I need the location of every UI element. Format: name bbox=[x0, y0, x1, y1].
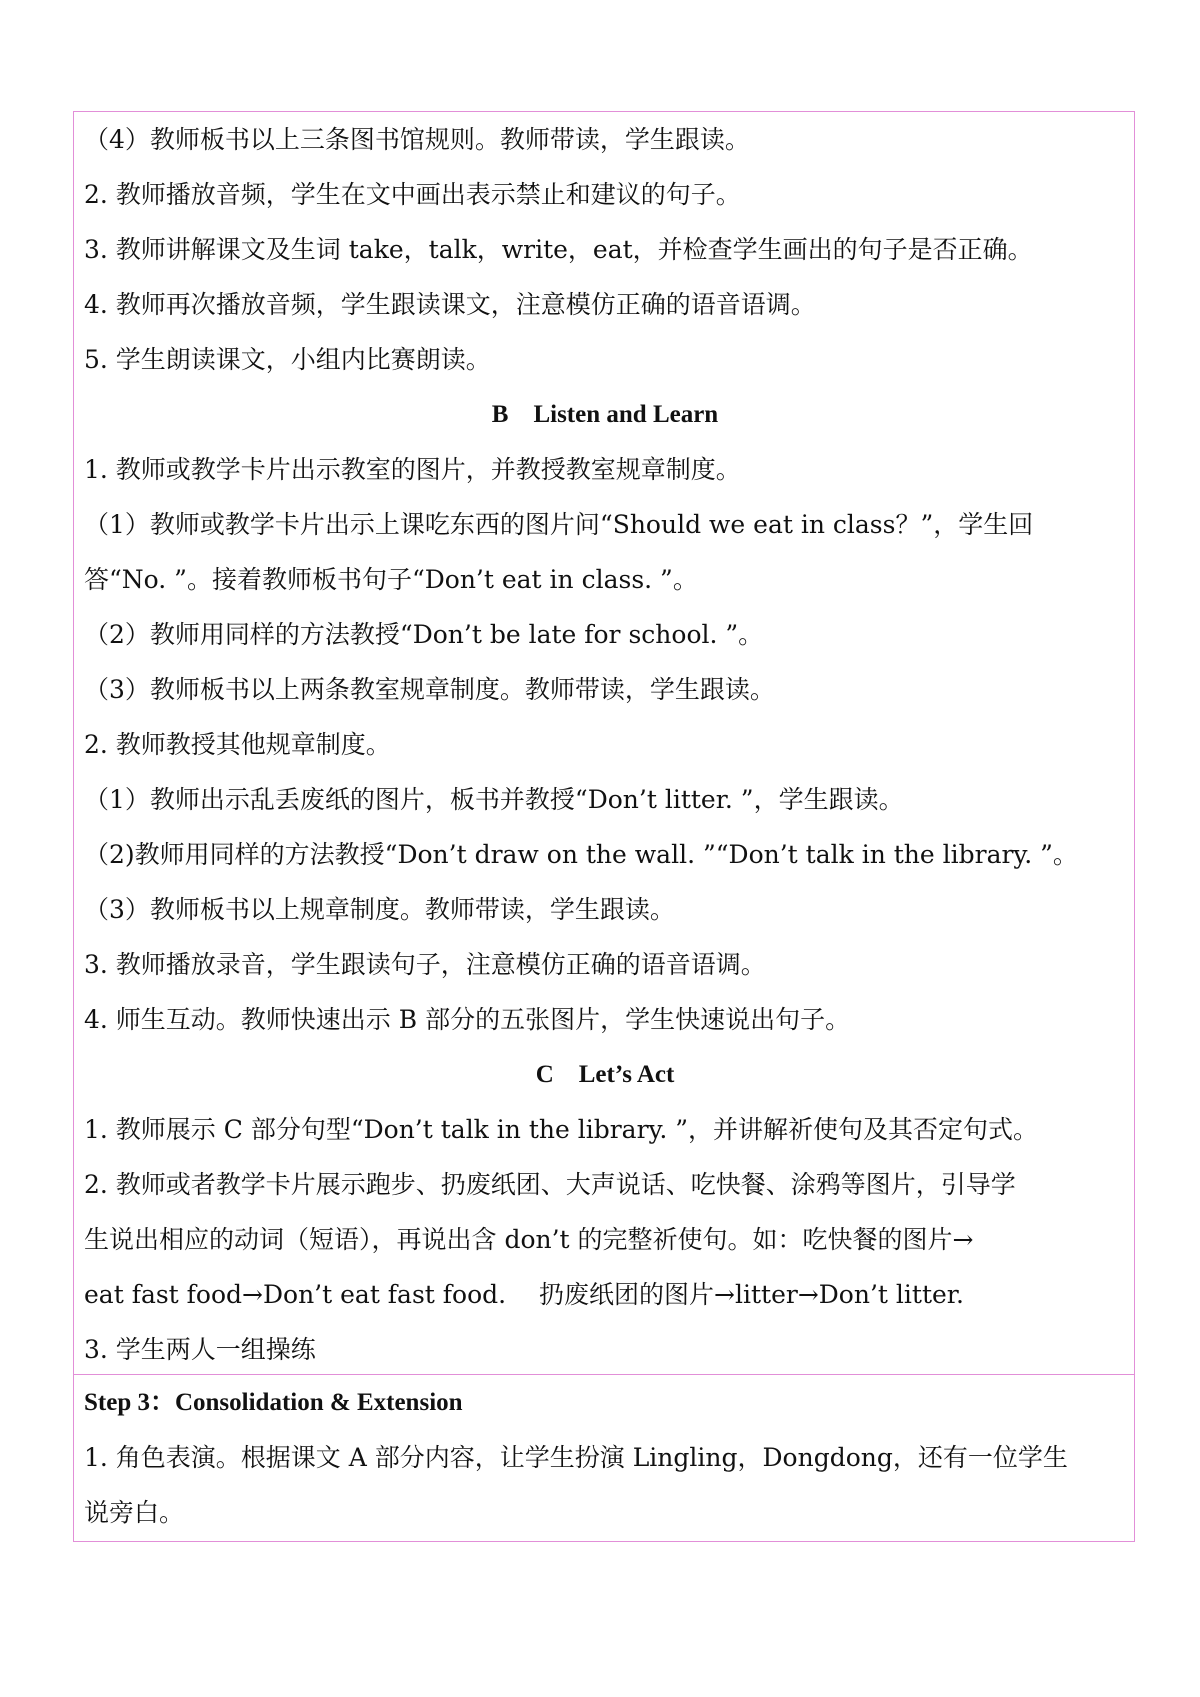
text-line: （4）教师板书以上三条图书馆规则。教师带读，学生跟读。 bbox=[84, 125, 750, 154]
text-line: 1. 教师或教学卡片出示教室的图片，并教授教室规章制度。 bbox=[84, 455, 741, 484]
text-line: 4. 师生互动。教师快速出示 B 部分的五张图片，学生快速说出句子。 bbox=[84, 1005, 851, 1034]
text-line: 1. 角色表演。根据课文 A 部分内容，让学生扮演 Lingling，Dongdong，还有一位学生 bbox=[84, 1443, 1068, 1472]
text-line: 2. 教师播放音频，学生在文中画出表示禁止和建议的句子。 bbox=[84, 180, 741, 209]
section-heading: B Listen and Learn bbox=[491, 401, 719, 428]
text-line: 3. 学生两人一组操练 bbox=[84, 1335, 316, 1364]
text-line: 5. 学生朗读课文，小组内比赛朗读。 bbox=[84, 345, 491, 374]
step-heading: Step 3：Consolidation & Extension bbox=[84, 1389, 463, 1416]
text-line: （3）教师板书以上规章制度。教师带读，学生跟读。 bbox=[84, 895, 675, 924]
text-line: 4. 教师再次播放音频，学生跟读课文，注意模仿正确的语音语调。 bbox=[84, 290, 816, 319]
text-line: （2)教师用同样的方法教授“Don’t draw on the wall. ”“Don’t talk in the library. ”。 bbox=[84, 840, 1078, 869]
text-line: 3. 教师播放录音，学生跟读句子，注意模仿正确的语音语调。 bbox=[84, 950, 766, 979]
text-line: 2. 教师或者教学卡片展示跑步、扔废纸团、大声说话、吃快餐、涂鸦等图片，引导学 bbox=[84, 1170, 1016, 1199]
text-line: （1）教师或教学卡片出示上课吃东西的图片问“Should we eat in class？”，学生回 bbox=[84, 510, 1034, 539]
lesson-plan-table bbox=[73, 111, 1135, 1542]
text-line: （3）教师板书以上两条教室规章制度。教师带读，学生跟读。 bbox=[84, 675, 775, 704]
text-line: 答“No. ”。接着教师板书句子“Don’t eat in class. ”。 bbox=[84, 565, 698, 594]
text-line: （1）教师出示乱丢废纸的图片，板书并教授“Don’t litter. ”，学生跟读。 bbox=[84, 785, 904, 814]
text-line: （2）教师用同样的方法教授“Don’t be late for school. ”。 bbox=[84, 620, 764, 649]
text-line: 生说出相应的动词（短语），再说出含 don’t 的完整祈使句。如：吃快餐的图片→ bbox=[84, 1225, 974, 1254]
section-heading: C Let’s Act bbox=[535, 1061, 675, 1088]
table-cell-procedure bbox=[74, 112, 1134, 1374]
text-line: 1. 教师展示 C 部分句型“Don’t talk in the library. ”，并讲解祈使句及其否定句式。 bbox=[84, 1115, 1038, 1144]
table-cell-consolidation bbox=[74, 1374, 1134, 1541]
text-line: 2. 教师教授其他规章制度。 bbox=[84, 730, 391, 759]
text-line: 3. 教师讲解课文及生词 take，talk，write，eat，并检查学生画出的句子是否正确。 bbox=[84, 235, 1033, 264]
text-line: eat fast food→Don’t eat fast food. 扔废纸团的图片→litter→Don’t litter. bbox=[84, 1280, 964, 1309]
text-line: 说旁白。 bbox=[84, 1498, 185, 1527]
